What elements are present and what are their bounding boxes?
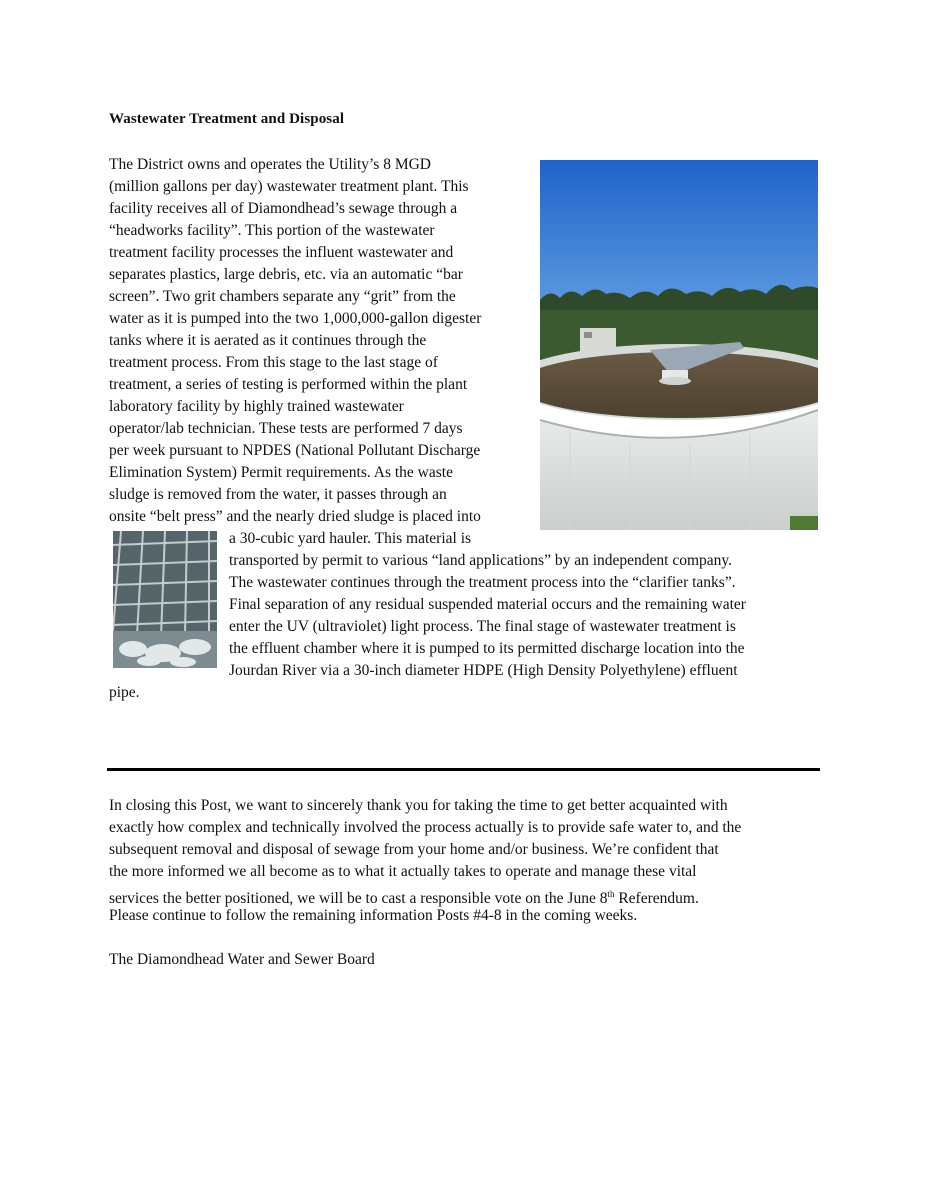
text-line: (million gallons per day) wastewater treatment plant. This	[109, 178, 469, 195]
clarifier-tank-photo	[540, 160, 818, 530]
text-line: onsite “belt press” and the nearly dried sludge is placed into	[109, 508, 481, 525]
text-line: Jourdan River via a 30-inch diameter HDPE (High Density Polyethylene) effluent	[229, 662, 738, 679]
text-line: screen”. Two grit chambers separate any “grit” from the	[109, 288, 456, 305]
text-line: laboratory facility by highly trained wastewater	[109, 398, 404, 415]
text-line: operator/lab technician. These tests are performed 7 days	[109, 420, 463, 437]
text-line: transported by permit to various “land applications” by an independent company.	[229, 552, 733, 569]
text-line: the effluent chamber where it is pumped to its permitted discharge location into the	[229, 640, 745, 657]
bar-screen-photo	[113, 531, 217, 668]
text-line: a 30-cubic yard hauler. This material is	[229, 530, 472, 547]
text-line: Elimination System) Permit requirements. As the waste	[109, 464, 453, 481]
text-segment: services the better positioned, we will be to cast a responsible vote on the June 8	[109, 890, 608, 907]
text-line: per week pursuant to NPDES (National Pollutant Discharge	[109, 442, 481, 459]
text-line: enter the UV (ultraviolet) light process. The final stage of wastewater treatment is	[229, 618, 736, 635]
text-line: tanks where it is aerated as it continues through the	[109, 332, 427, 349]
text-line: “headworks facility”. This portion of the wastewater	[109, 222, 435, 239]
text-line: the more informed we all become as to what it actually takes to operate and manage these vital	[109, 863, 697, 880]
text-line: facility receives all of Diamondhead’s sewage through a	[109, 200, 458, 217]
text-line: treatment facility processes the influent wastewater and	[109, 244, 454, 261]
text-line: Final separation of any residual suspended material occurs and the remaining water	[229, 596, 746, 613]
text-line: The wastewater continues through the treatment process into the “clarifier tanks”.	[229, 574, 736, 591]
text-line: exactly how complex and technically involved the process actually is to provide safe water to, and the	[109, 819, 742, 836]
text-line: water as it is pumped into the two 1,000,000-gallon digester	[109, 310, 482, 327]
ordinal-suffix: th	[607, 889, 615, 899]
signature: The Diamondhead Water and Sewer Board	[109, 951, 375, 968]
text-line: The District owns and operates the Utility’s 8 MGD	[109, 156, 432, 173]
text-line: In closing this Post, we want to sincerely thank you for taking the time to get better acquainted with	[109, 797, 728, 814]
section-heading: Wastewater Treatment and Disposal	[109, 111, 345, 127]
section-divider	[107, 768, 820, 771]
text-line: separates plastics, large debris, etc. via an automatic “bar	[109, 266, 463, 283]
text-line: treatment process. From this stage to the last stage of	[109, 354, 438, 371]
text-line: pipe.	[109, 684, 140, 701]
text-line: sludge is removed from the water, it passes through an	[109, 486, 447, 503]
text-line: subsequent removal and disposal of sewage from your home and/or business. We’re confident that	[109, 841, 719, 858]
text-line: Please continue to follow the remaining information Posts #4-8 in the coming weeks.	[109, 907, 638, 924]
text-line: treatment, a series of testing is performed within the plant	[109, 376, 468, 393]
text-segment: Referendum.	[614, 890, 699, 907]
